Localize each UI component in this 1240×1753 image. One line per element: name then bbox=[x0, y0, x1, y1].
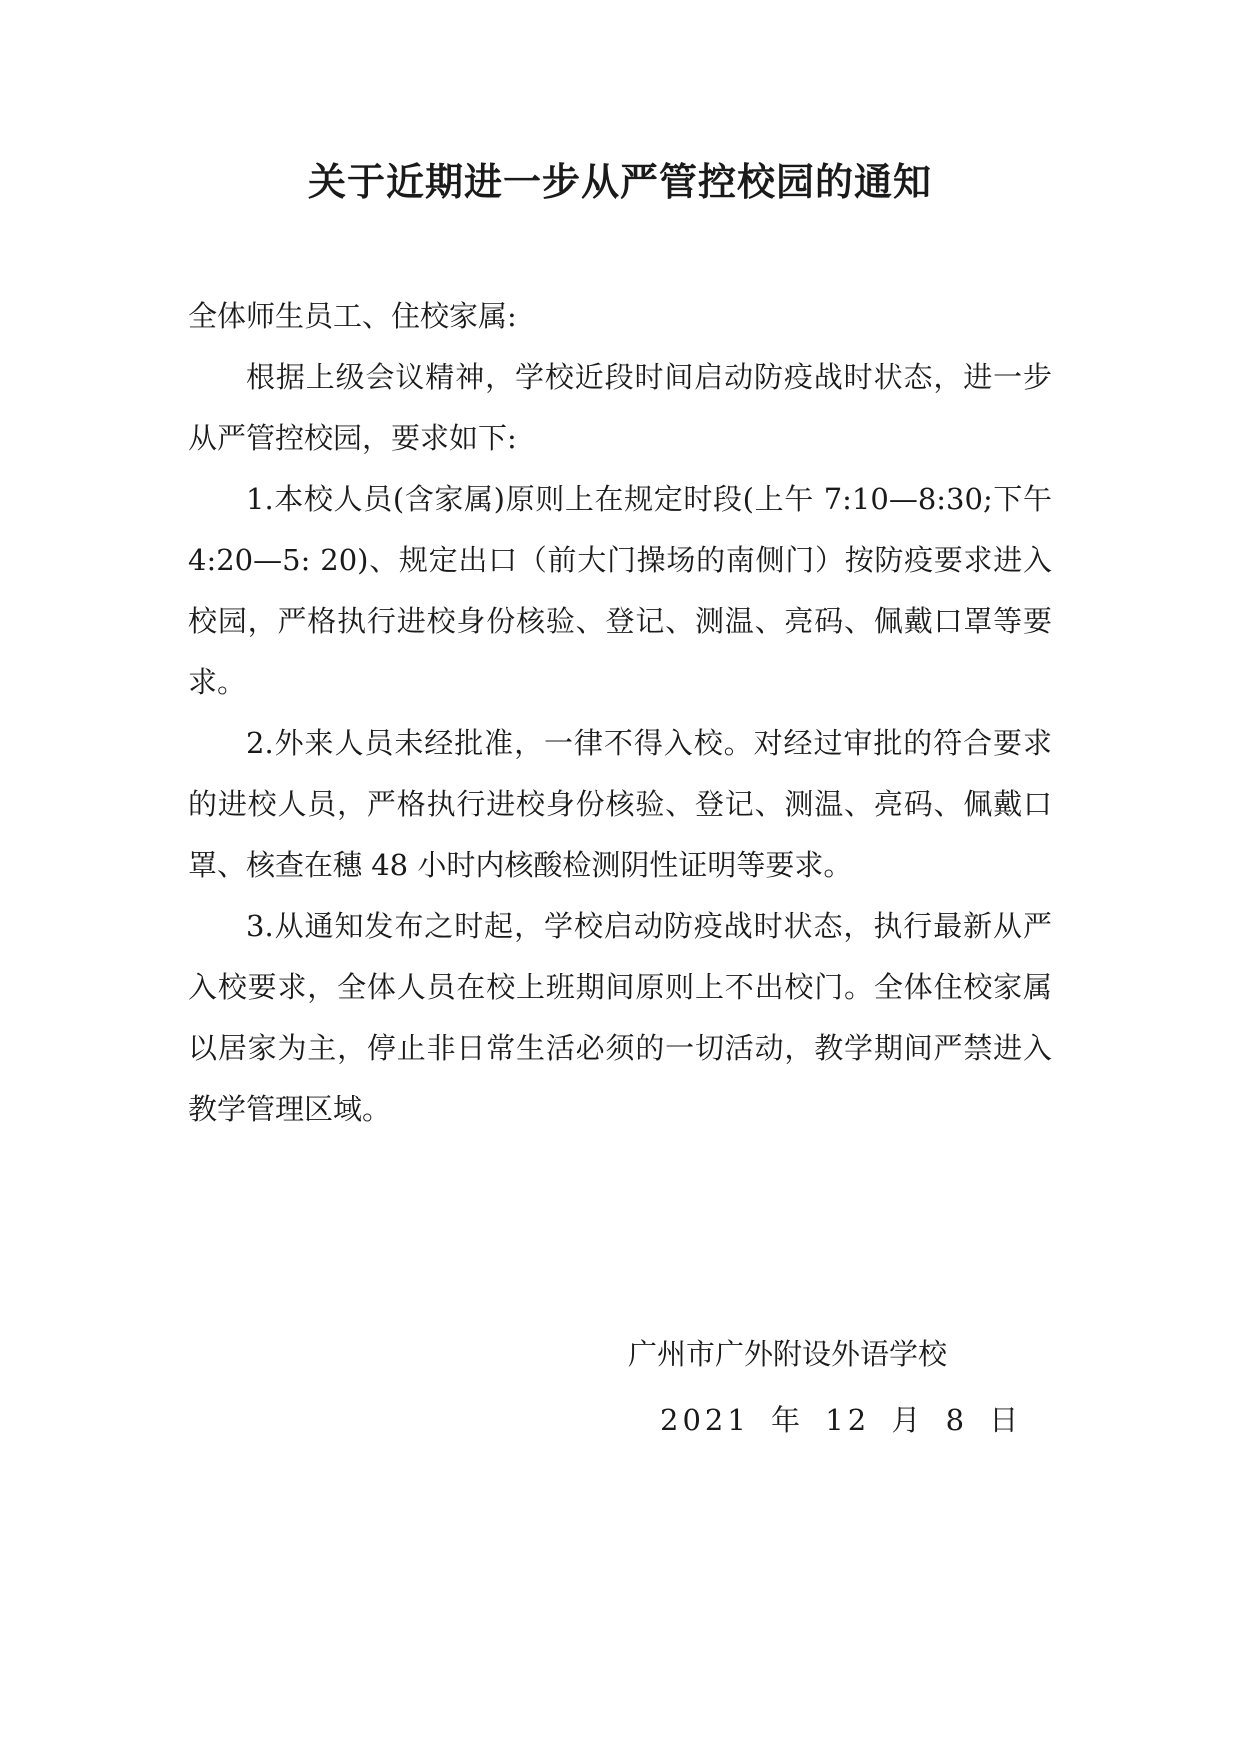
intro-paragraph: 根据上级会议精神，学校近段时间启动防疫战时状态，进一步从严管控校园，要求如下: bbox=[188, 360, 1052, 455]
signing-organization: 广州市广外附设外语学校 bbox=[628, 1337, 948, 1371]
salutation: 全体师生员工、住校家属: bbox=[188, 299, 517, 333]
document-title: 关于近期进一步从严管控校园的通知 bbox=[307, 159, 932, 204]
requirement-1-paragraph: 1.本校人员(含家属)原则上在规定时段(上午 7:10—8:30;下午 4:20—5: 20)、规定出口（前大门操场的南侧门）按防疫要求进入校园，严格执行进校身份核验、登记、测温、亮码、佩戴口罩等要求。 bbox=[188, 482, 1052, 699]
issue-date: 2021 年 12 月 8 日 bbox=[660, 1403, 1023, 1437]
requirement-2-paragraph: 2.外来人员未经批准，一律不得入校。对经过审批的符合要求的进校人员，严格执行进校身份核验、登记、测温、亮码、佩戴口罩、核查在穗 48 小时内核酸检测阴性证明等要求。 bbox=[188, 726, 1052, 882]
requirement-3-paragraph: 3.从通知发布之时起，学校启动防疫战时状态，执行最新从严入校要求，全体人员在校上班期间原则上不出校门。全体住校家属以居家为主，停止非日常生活必须的一切活动，教学期间严禁进入教学管理区域。 bbox=[188, 909, 1052, 1126]
document-body bbox=[188, 286, 1052, 1140]
